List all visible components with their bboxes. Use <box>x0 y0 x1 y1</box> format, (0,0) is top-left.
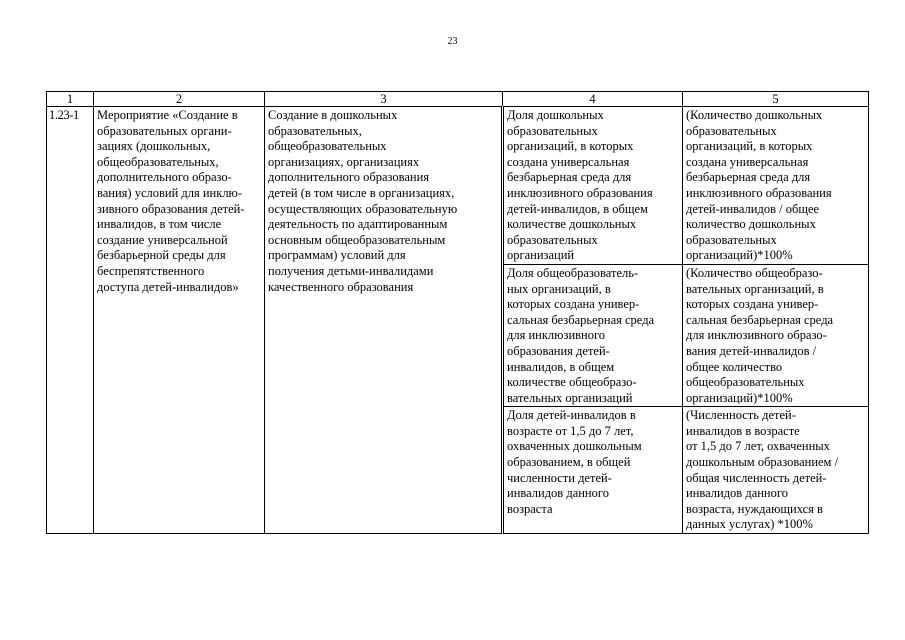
table-header-row <box>47 92 869 107</box>
measure-name: Мероприятие «Создание в образовательных органи- зациях (дошкольных, общеобразовательных, дополнительного образо- вания) условий для инклю- зивного образования детей- инвалидов, в том числе создание универсальной безбарьерной среды для беспрепятственного доступа детей-инвалидов» <box>97 108 245 294</box>
measures-table <box>46 91 869 534</box>
indicator-name: Доля общеобразователь- ных организаций, в которых создана универ- сальная безбарьерная среда для инклюзивного образования детей- инвалидов, в общем количестве общеобразо- вательных организаций <box>507 265 655 405</box>
indicator-name-cell <box>503 264 683 406</box>
measure-name-cell <box>94 107 265 534</box>
indicator-formula-cell <box>683 264 869 406</box>
table-row <box>47 107 869 265</box>
indicator-formula-cell <box>683 407 869 534</box>
column-header-5: 5 <box>683 92 869 107</box>
column-header-1: 1 <box>47 92 94 107</box>
row-number: 1.23-1 <box>47 107 94 534</box>
indicator-name-cell <box>503 407 683 534</box>
indicator-name: Доля детей-инвалидов в возрасте от 1,5 до 7 лет, охваченных дошкольным образованием, в общей численности детей- инвалидов данного возраста <box>507 408 642 516</box>
indicator-formula: (Численность детей- инвалидов в возрасте от 1,5 до 7 лет, охваченных дошкольным образованием / общая численность детей- инвалидов данного возраста, нуждающихся в данных услугах) *100% <box>686 408 839 532</box>
page-number: 23 <box>447 36 458 47</box>
indicator-name-cell <box>503 107 683 265</box>
measure-description: Создание в дошкольных образовательных, общеобразовательных организациях, организациях дополнительного образования детей (в том числе в организациях, осуществляющих образовательную деятельность по адаптированным основным общеобразовательным программам) условий для получения детьми-инвалидами качественного образования <box>268 108 458 294</box>
indicator-formula-cell <box>683 107 869 265</box>
indicator-formula: (Количество дошкольных образовательных организаций, в которых создана универсальная безбарьерная среда для инклюзивного образования детей-инвалидов / общее количество дошкольных образовательных организаций)*100% <box>686 108 832 263</box>
indicator-name: Доля дошкольных образовательных организаций, в которых создана универсальная безбарьерная среда для инклюзивного образования детей-инвалидов, в общем количестве дошкольных образовательных организаций <box>507 108 653 263</box>
indicator-formula: (Количество общеобразо- вательных организаций, в которых создана универ- сальная безбарьерная среда для инклюзивного образо- вания детей-инвалидов / общее количество общеобразовательных организаций)*100% <box>686 265 834 405</box>
measure-description-cell <box>265 107 503 534</box>
column-header-4: 4 <box>503 92 683 107</box>
column-header-2: 2 <box>94 92 265 107</box>
column-header-3: 3 <box>265 92 503 107</box>
